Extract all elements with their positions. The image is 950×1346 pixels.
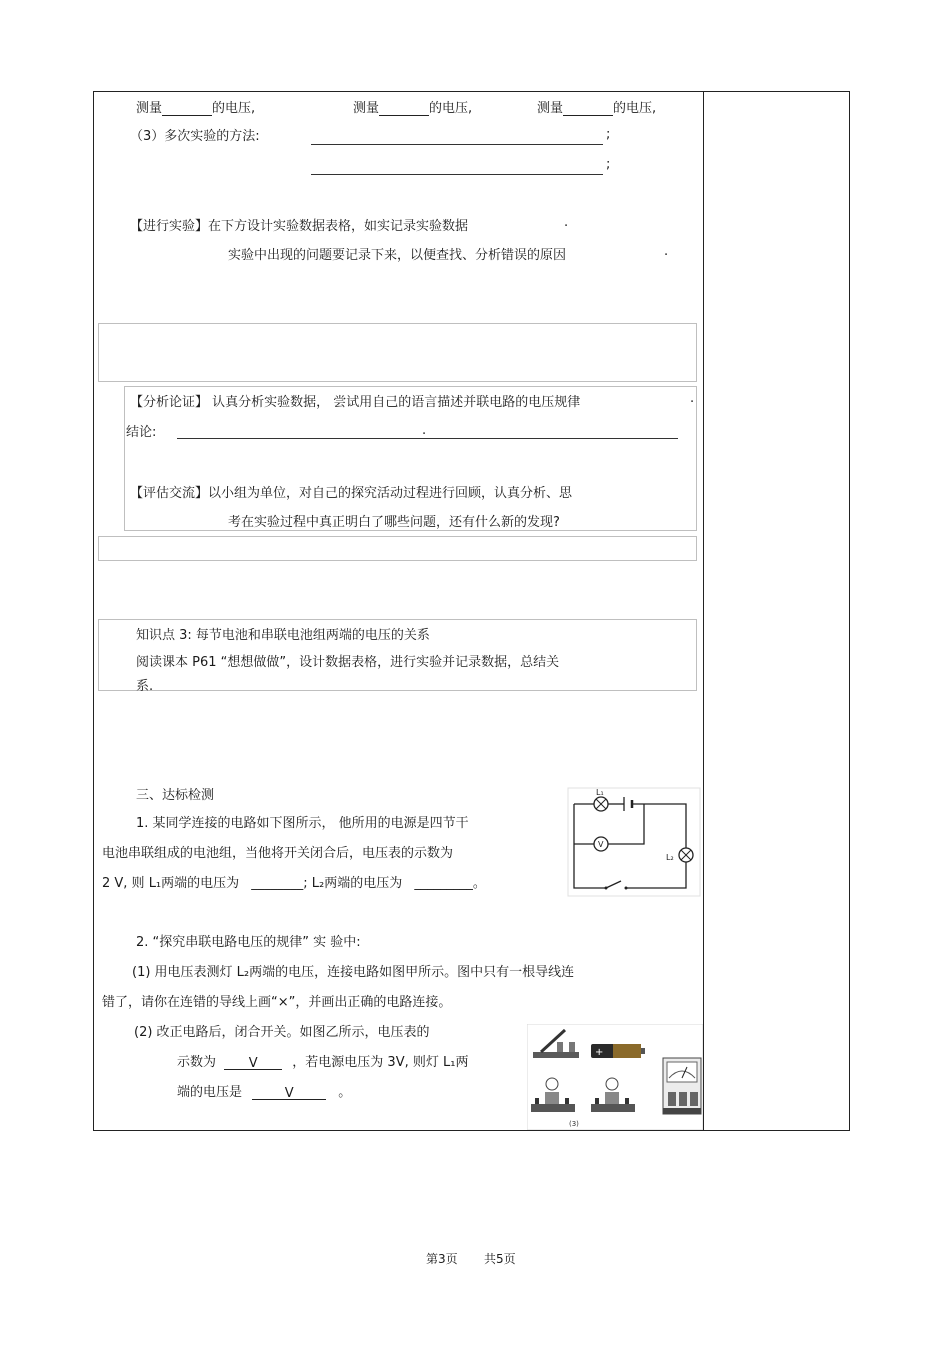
lamp-l1-label: L₁ [596, 788, 604, 797]
section-heading: 三、达标检测 [136, 788, 215, 803]
q1-text-a: 2 V, 则 L₁两端的电压为 [102, 876, 240, 891]
evaluate-line-2: 考在实验过程中真正明白了哪些问题，还有什么新的发现? [228, 515, 560, 530]
data-table-box[interactable] [98, 323, 697, 382]
method-label: （3）多次实验的方法: [130, 129, 260, 144]
q2-part1-line-2: 错了，请你在连错的导线上画“×”，并画出正确的电路连接。 [102, 995, 452, 1010]
measure-word: 测量 [136, 101, 163, 116]
circuit-diagram-figure [566, 786, 702, 898]
q2-text-d: 。 [338, 1085, 352, 1100]
method-answer-line-1[interactable] [311, 144, 603, 145]
experiment-heading: 【进行实验】在下方设计实验数据表格，如实记录实验数据 [130, 219, 469, 234]
q1-text-b: ; L₂两端的电压为 [303, 876, 403, 891]
q2-blank-unit: V [284, 1086, 294, 1101]
measure-word: 测量 [353, 101, 380, 116]
q2-text-b: ，若电源电压为 3V, 则灯 L₁两 [292, 1055, 469, 1070]
svg-text:+: + [595, 1047, 604, 1058]
q2-blank-voltmeter[interactable] [224, 1056, 282, 1070]
experiment-note-dot: . [664, 244, 669, 259]
q1-line-2: 电池串联组成的电池组，当他将开关闭合后，电压表的示数为 [102, 846, 454, 861]
answer-blank[interactable] [563, 102, 613, 116]
voltmeter-icon [594, 837, 608, 851]
q2-part2-line-2 [177, 1051, 468, 1070]
q2-title: 2. “探究串联电路电压的规律” 实 验中: [136, 935, 361, 950]
q2-part2-line-3 [177, 1081, 351, 1100]
answer-blank[interactable] [379, 102, 429, 116]
evaluate-answer-box[interactable] [98, 536, 697, 561]
q1-end-mark: 。 [472, 876, 486, 891]
experiment-note: 实验中出现的问题要记录下来，以便查找、分析错误的原因 [228, 248, 567, 263]
measure-item-3 [537, 97, 656, 116]
q2-part2-line-1: (2) 改正电路后，闭合开关。如图乙所示，电压表的 [134, 1025, 430, 1040]
q2-text-a: 示数为 [177, 1055, 217, 1070]
measure-suffix: 的电压, [613, 101, 657, 116]
evaluate-line-1: 【评估交流】以小组为单位，对自己的探究活动过程进行回顾，认真分析、思 [130, 486, 573, 501]
page-total: 共5页 [484, 1252, 516, 1266]
experiment-heading-dot: . [564, 215, 569, 230]
conclusion-answer-line[interactable] [177, 438, 678, 439]
method-end-mark-1: ; [606, 127, 611, 142]
measure-word: 测量 [537, 101, 564, 116]
conclusion-label: 结论: [126, 425, 157, 440]
method-end-mark-2: ; [606, 157, 611, 172]
knowledge-point-line-2: 系. [136, 679, 154, 694]
voltmeter-apparatus-icon [663, 1058, 701, 1114]
battery-apparatus-icon [591, 1044, 645, 1058]
q1-blank-l1[interactable]: ________ [251, 876, 304, 891]
table-column-divider [703, 91, 704, 1131]
q1-line-3 [102, 872, 486, 891]
figure-caption: (3) [569, 1120, 579, 1128]
q2-part1-line-1: (1) 用电压表测灯 L₂两端的电压，连接电路如图甲所示。图中只有一根导线连 [132, 965, 575, 980]
analysis-heading-dot: . [690, 391, 695, 406]
analysis-heading: 【分析论证】 认真分析实验数据， 尝试用自己的语言描述并联电路的电压规律 [130, 395, 581, 410]
q1-blank-l2[interactable]: _________ [414, 876, 473, 891]
answer-blank[interactable] [162, 102, 212, 116]
measure-item-1 [136, 97, 255, 116]
q2-text-c: 端的电压是 [177, 1085, 243, 1100]
measure-suffix: 的电压, [429, 101, 473, 116]
measure-item-2 [353, 97, 472, 116]
lamp-l2-label: L₂ [666, 853, 674, 862]
knowledge-point-title: 知识点 3: 每节电池和串联电池组两端的电压的关系 [136, 628, 430, 643]
q2-blank-unit: V [248, 1056, 258, 1071]
lamp-l2-icon [679, 848, 693, 862]
measure-suffix: 的电压, [212, 101, 256, 116]
method-answer-line-2[interactable] [311, 174, 603, 175]
q1-line-1: 1. 某同学连接的电路如下图所示， 他所用的电源是四节干 [136, 816, 469, 831]
q2-blank-l1-voltage[interactable] [252, 1086, 326, 1100]
conclusion-dot: . [422, 423, 427, 438]
knowledge-point-line-1: 阅读课本 P61 “想想做做”，设计数据表格，进行实验并记录数据，总结关 [136, 655, 560, 670]
page-number: 第3页 [426, 1252, 458, 1266]
apparatus-photo-figure [527, 1024, 703, 1130]
voltmeter-label: V [598, 840, 604, 849]
lamp-l1-icon [594, 797, 608, 811]
